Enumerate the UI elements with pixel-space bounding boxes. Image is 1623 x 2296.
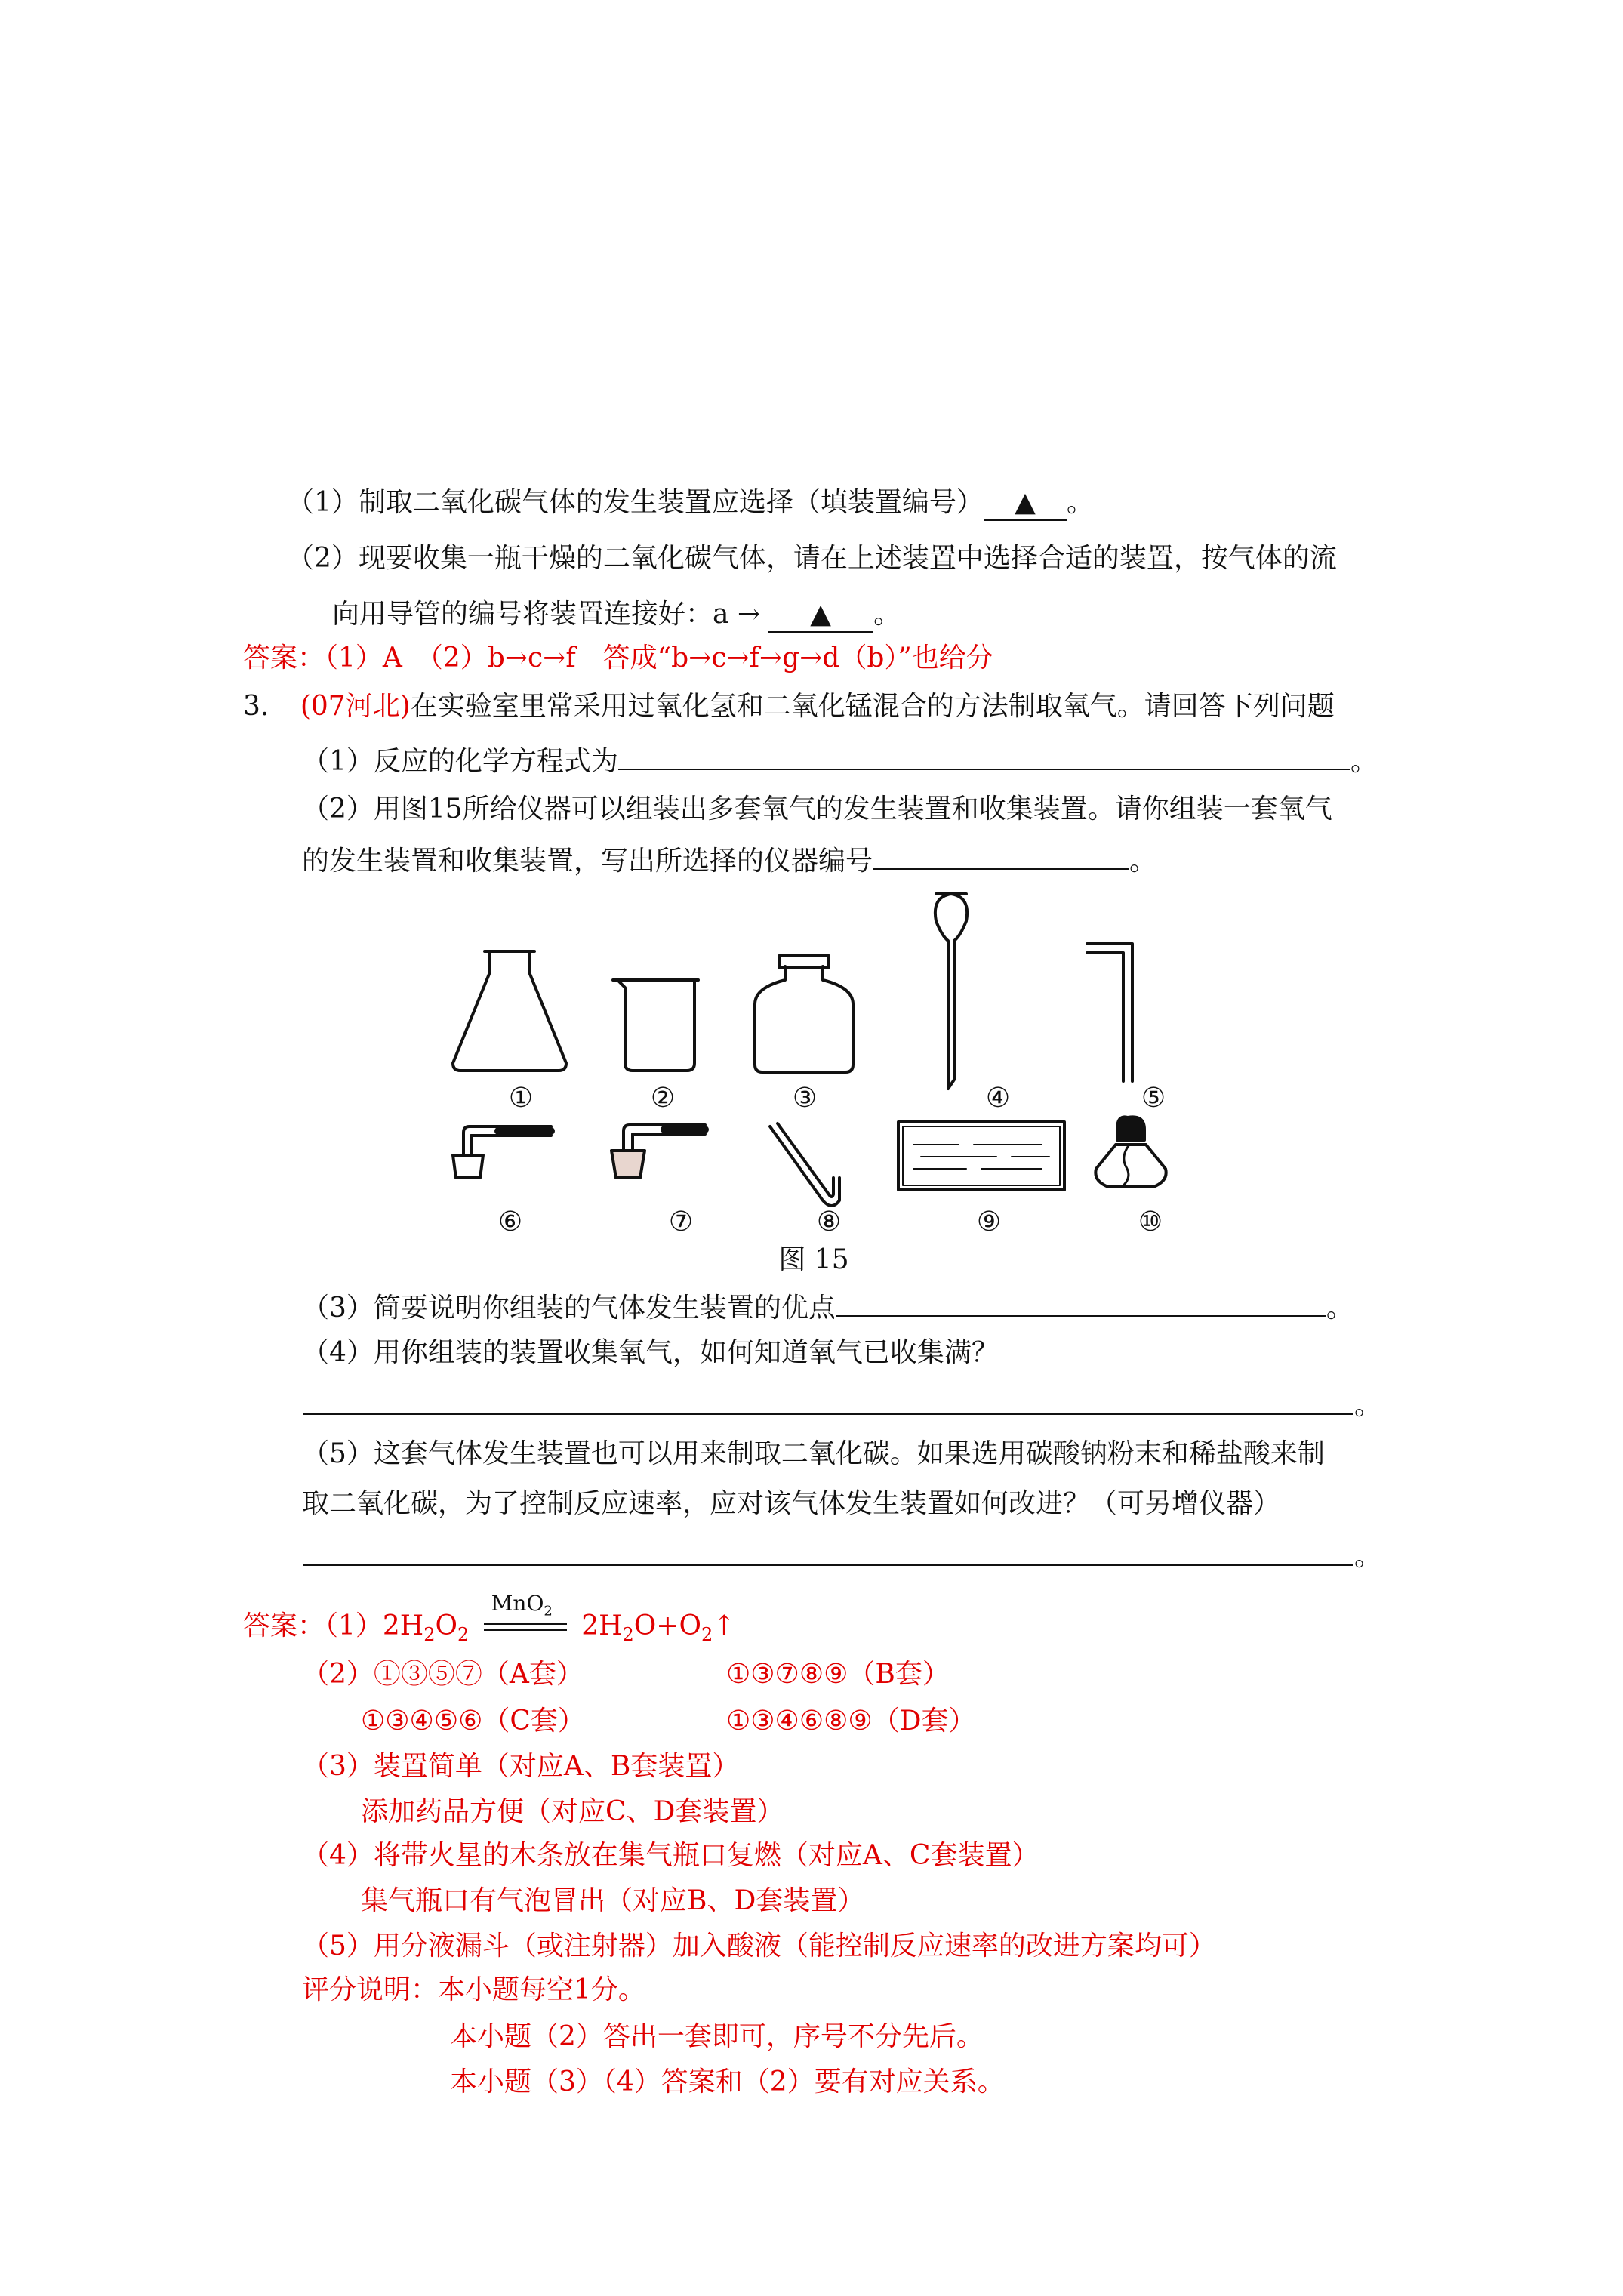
- q3-sub4-blank[interactable]: [303, 1413, 1353, 1415]
- q2-sub2-blank[interactable]: [768, 598, 873, 633]
- long-neck-funnel-icon: [935, 894, 967, 1089]
- q3-sub3-text: （3）简要说明你组装的气体发生装置的优点: [302, 1293, 836, 1324]
- subscript: 2: [622, 1624, 634, 1646]
- answer-2-right-1: ①③⑦⑧⑨（B套）: [726, 1659, 950, 1690]
- q2-sub2-line1: （2）现要收集一瓶干燥的二氧化碳气体，请在上述装置中选择合适的装置，按气体的流: [287, 543, 1337, 574]
- label-3: ③: [792, 1083, 818, 1114]
- period: 。: [873, 599, 901, 630]
- beaker-icon: [613, 980, 698, 1071]
- q2-sub1: [287, 486, 1094, 521]
- label-2: ②: [650, 1083, 676, 1114]
- label-4: ④: [985, 1083, 1011, 1114]
- conical-flask-icon: [453, 951, 566, 1071]
- q3-sub2-text: 的发生装置和收集装置，写出所选择的仪器编号: [302, 846, 873, 877]
- label-7: ⑦: [668, 1207, 694, 1237]
- q3-source: (07河北): [300, 691, 411, 722]
- answer-3-line1: （3）装置简单（对应A、B套装置）: [302, 1751, 740, 1782]
- stopper-tube-7-icon: [611, 1125, 705, 1178]
- q2-sub2-text: 向用导管的编号将装置连接好：a →: [332, 599, 761, 630]
- period: 。: [1354, 1390, 1382, 1421]
- figure-15-apparatus: [438, 891, 1208, 1299]
- label-9: ⑨: [976, 1207, 1002, 1237]
- eq-product: 2H: [581, 1610, 623, 1641]
- stopper-tube-6-icon: [453, 1126, 551, 1178]
- period: 。: [1326, 1293, 1354, 1324]
- answer-4-line1: （4）将带火星的木条放在集气瓶口复燃（对应A、C套装置）: [302, 1840, 1039, 1871]
- catalyst-text: MnO: [491, 1591, 544, 1616]
- eq-product-rest: O+O: [633, 1610, 701, 1641]
- catalyst: [491, 1587, 553, 1629]
- q3-sub2-line1: （2）用图15所给仪器可以组装出多套氧气的发生装置和收集装置。请你组装一套氧气: [302, 794, 1332, 824]
- subscript: 2: [701, 1624, 713, 1646]
- reaction-arrow: [484, 1591, 567, 1643]
- q2-sub2-line2: [332, 598, 901, 633]
- eq-line-bottom: [484, 1629, 567, 1631]
- q3-sub2-line2: [302, 843, 1156, 878]
- alcohol-lamp-icon: [1095, 1117, 1166, 1187]
- scoring-line2: 本小题（2）答出一套即可，序号不分先后。: [450, 2021, 984, 2052]
- eq-reactant: 答案：（1）2H: [243, 1610, 424, 1641]
- water-trough-icon: [898, 1122, 1064, 1190]
- q3-sub1-blank[interactable]: [618, 743, 1350, 770]
- gas-arrow: ↑: [713, 1610, 736, 1641]
- q3-stem-text: 在实验室里常采用过氧化氢和二氧化锰混合的方法制取氧气。请回答下列问题: [410, 691, 1335, 722]
- label-6: ⑥: [497, 1207, 523, 1237]
- bent-tube-icon: [1087, 944, 1132, 1081]
- period: 。: [1129, 846, 1157, 877]
- gas-bottle-icon: [755, 956, 853, 1072]
- q2-answer: 答案：（1）A （2）b→c→f 答成“b→c→f→g→d（b）”也给分: [243, 643, 993, 673]
- answer-3-line2: 添加药品方便（对应C、D套装置）: [361, 1796, 784, 1827]
- eq-line-top: [484, 1623, 567, 1625]
- q2-sub1-text: （1）制取二氧化碳气体的发生装置应选择（填装置编号）: [287, 487, 984, 518]
- subscript: 2: [544, 1603, 553, 1620]
- period: 。: [1354, 1541, 1382, 1572]
- q3-stem: [243, 690, 1335, 723]
- q3-sub2-blank[interactable]: [873, 843, 1129, 870]
- label-5: ⑤: [1141, 1083, 1166, 1114]
- q3-number: 3.: [243, 691, 269, 722]
- label-10: ⑩: [1138, 1207, 1163, 1237]
- period: 。: [1350, 746, 1378, 777]
- q3-sub1: [302, 743, 1378, 778]
- answer-1-equation: [243, 1591, 736, 1651]
- q3-sub5-blank[interactable]: [303, 1564, 1353, 1566]
- q3-sub4: （4）用你组装的装置收集氧气，如何知道氧气已收集满？: [302, 1337, 999, 1368]
- answer-2-right-2: ①③④⑥⑧⑨（D套）: [726, 1706, 976, 1737]
- q2-sub1-blank[interactable]: [984, 486, 1067, 521]
- figure-caption: 图 15: [778, 1244, 849, 1275]
- answer-2-left-2: ①③④⑤⑥（C套）: [361, 1706, 585, 1737]
- answer-mark: ▲: [1015, 487, 1036, 518]
- u-tube-icon: [770, 1123, 839, 1206]
- scoring-line1: 评分说明：本小题每空1分。: [302, 1974, 645, 2005]
- answer-mark: ▲: [810, 599, 831, 630]
- q3-sub3-blank[interactable]: [836, 1290, 1326, 1317]
- label-1: ①: [508, 1083, 534, 1114]
- q3-sub5-line1: （5）这套气体发生装置也可以用来制取二氧化碳。如果选用碳酸钠粉末和稀盐酸来制: [302, 1438, 1325, 1469]
- label-8: ⑧: [816, 1207, 842, 1237]
- q3-sub5-line2: 取二氧化碳，为了控制反应速率，应对该气体发生装置如何改进？（可另增仪器）: [302, 1488, 1281, 1519]
- q3-sub3: [302, 1290, 1354, 1325]
- answer-4-line2: 集气瓶口有气泡冒出（对应B、D套装置）: [361, 1885, 865, 1916]
- eq-o: O: [435, 1610, 458, 1641]
- answer-5-line1: （5）用分液漏斗（或注射器）加入酸液（能控制反应速率的改进方案均可）: [302, 1931, 1216, 1962]
- q3-sub1-text: （1）反应的化学方程式为: [302, 746, 618, 777]
- period: 。: [1066, 487, 1094, 518]
- scoring-line3: 本小题（3）（4）答案和（2）要有对应关系。: [450, 2066, 1005, 2097]
- subscript: 2: [423, 1624, 436, 1646]
- subscript: 2: [457, 1624, 470, 1646]
- answer-2-left-1: （2）①③⑤⑦（A套）: [302, 1659, 584, 1690]
